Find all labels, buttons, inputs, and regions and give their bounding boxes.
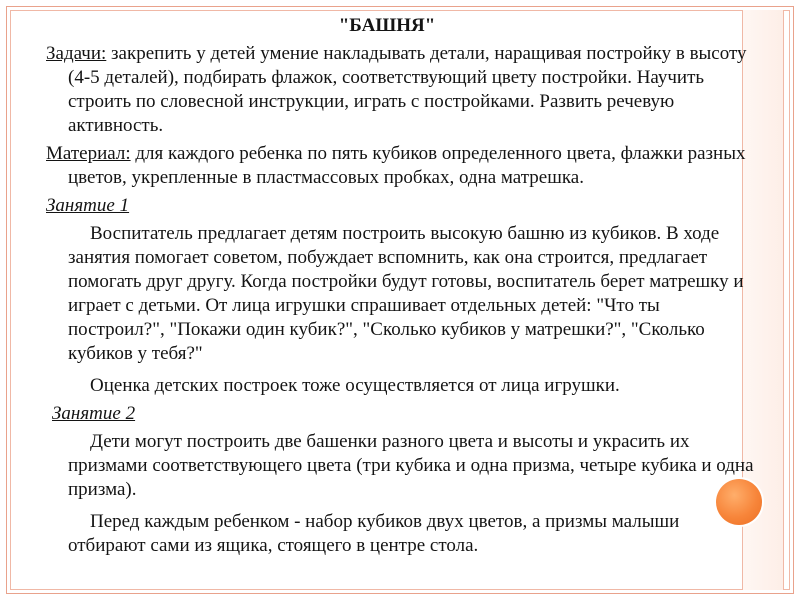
material-paragraph	[46, 142, 758, 190]
tasks-paragraph	[46, 42, 758, 138]
slide-content	[46, 14, 758, 562]
lesson1-heading-text: Занятие 1	[46, 195, 130, 216]
lesson2-heading	[46, 402, 758, 426]
lesson1-heading	[46, 194, 758, 218]
material-text: для каждого ребенка по пять кубиков определенного цвета, флажки разных цветов, укрепленные в пластмассовых пробках, одна матрешка.	[68, 143, 746, 188]
lesson2-paragraph-1: Дети могут построить две башенки разного цвета и высоты и украсить их призмами соответствующего цвета (три кубика и одна призма, четыре кубика и одна призма).	[68, 431, 754, 500]
lesson1-paragraph-1: Воспитатель предлагает детям построить высокую башню из кубиков. В ходе занятия помогает советом, побуждает вспомнить, как она строится, предлагает помогать друг другу. Когда постройки будут готовы, воспитатель берет матрешку и играет с детьми. От лица игрушки спрашивает отдельных детей: "Что ты построил?", "Покажи один кубик?", "Сколько кубиков у матрешки?", "Сколько кубиков у тебя?"	[68, 223, 744, 364]
lesson2-heading-text: Занятие 2	[52, 403, 136, 424]
lesson1-paragraph-2: Оценка детских построек тоже осуществляется от лица игрушки.	[90, 375, 620, 396]
lesson2-paragraph-2: Перед каждым ребенком - набор кубиков двух цветов, а призмы малыши отбирают сами из ящика, стоящего в центре стола.	[68, 511, 680, 556]
tasks-text: закрепить у детей умение накладывать детали, наращивая постройку в высоту (4-5 деталей), подбирать флажок, соответствующий цвету постройки. Научить строить по словесной инструкции, играть с постройками. Развить речевую активность.	[68, 43, 747, 136]
material-label: Материал:	[46, 143, 131, 164]
tasks-label: Задачи:	[46, 43, 107, 64]
slide-title: "БАШНЯ"	[338, 15, 436, 36]
